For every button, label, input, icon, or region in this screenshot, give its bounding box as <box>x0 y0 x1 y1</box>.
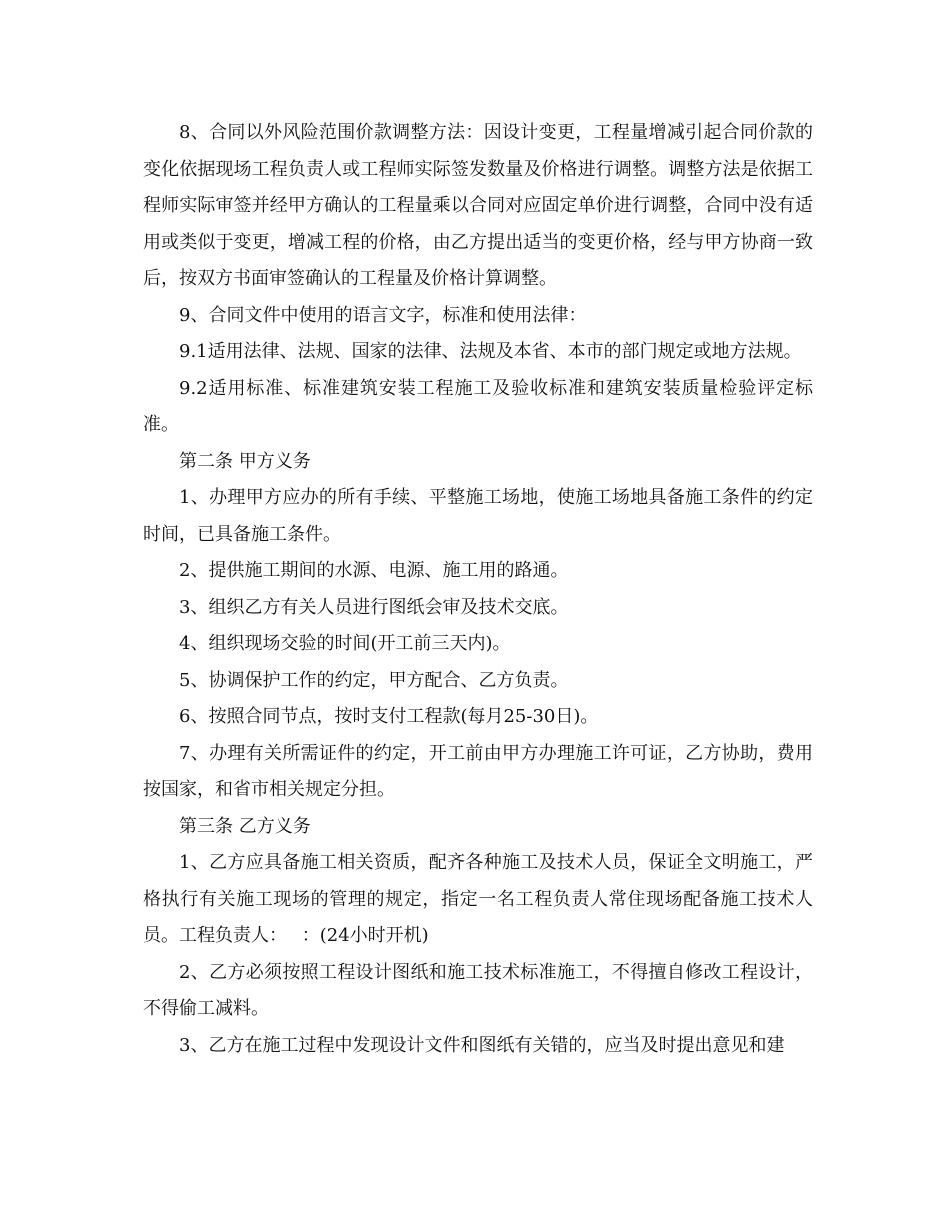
party-a-duty-3: 3、组织乙方有关人员进行图纸会审及技术交底。 <box>179 596 569 618</box>
clause-9-2-applicable-standards: 9.2适用标准、标准建筑安装工程施工及验收标准和建筑安装质量检验评定标准。 <box>143 377 813 435</box>
party-a-duty-2: 2、提供施工期间的水源、电源、施工用的路通。 <box>179 560 569 581</box>
party-a-duty-6: 6、按照合同节点，按时支付工程款(每月25-30日)。 <box>179 706 599 727</box>
party-b-duty-2: 2、乙方必须按照工程设计图纸和施工技术标准施工，不得擅自修改工程设计，不得偷工减料。 <box>143 961 813 1019</box>
document-page <box>143 115 813 1064</box>
clause-9-language-standards: 9、合同文件中使用的语言文字，标准和使用法律： <box>179 304 587 326</box>
party-a-duty-5: 5、协调保护工作的约定，甲方配合、乙方负责。 <box>179 669 569 691</box>
clause-9-1-applicable-law: 9.1适用法律、法规、国家的法律、法规及本省、本市的部门规定或地方法规。 <box>179 341 802 362</box>
party-a-duty-1: 1、办理甲方应办的所有手续、平整施工场地，使施工场地具备施工条件的约定时间，已具备施工条件。 <box>143 487 813 545</box>
party-a-duty-7: 7、办理有关所需证件的约定，开工前由甲方办理施工许可证，乙方协助，费用按国家，和省市相关规定分担。 <box>143 742 813 800</box>
party-a-duty-4: 4、组织现场交验的时间(开工前三天内)。 <box>179 633 511 654</box>
article-3-heading: 第三条 乙方义务 <box>179 815 311 837</box>
party-b-duty-1: 1、乙方应具备施工相关资质，配齐各种施工及技术人员，保证全文明施工，严格执行有关施工现场的管理的规定，指定一名工程负责人常住现场配备施工技术人员。工程负责人： ：(24小时开机) <box>143 852 813 946</box>
clause-8-price-adjustment: 8、合同以外风险范围价款调整方法：因设计变更，工程量增减引起合同价款的变化依据现场工程负责人或工程师实际签发数量及价格进行调整。调整方法是依据工程师实际审签并经甲方确认的工程量乘以合同对应固定单价进行调整，合同中没有适用或类似于变更，增减工程的价格，由乙方提出适当的变更价格，经与甲方协商一致后，按双方书面审签确认的工程量及价格计算调整。 <box>143 122 813 289</box>
party-b-duty-3: 3、乙方在施工过程中发现设计文件和图纸有关错的，应当及时提出意见和建 <box>179 1034 785 1056</box>
article-2-heading: 第二条 甲方义务 <box>179 450 311 472</box>
